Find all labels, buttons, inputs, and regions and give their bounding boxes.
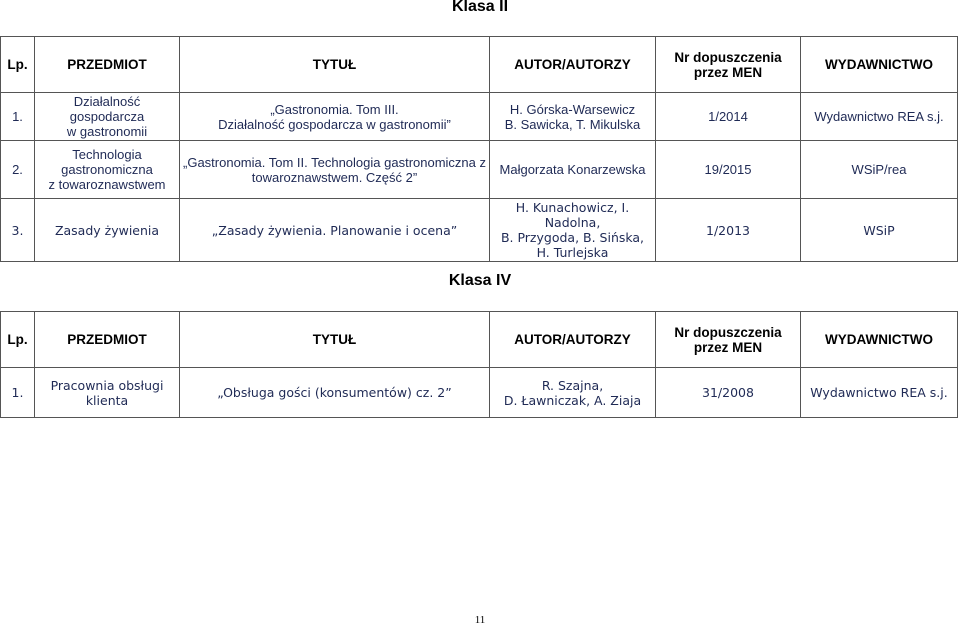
text-line: R. Szajna, bbox=[541, 377, 604, 393]
cell-autor bbox=[490, 368, 656, 418]
header-nr-line1: Nr dopuszczenia bbox=[674, 49, 782, 65]
text-line: H. Górska-Warsewicz bbox=[509, 101, 636, 117]
text-line: Działalność gospodarcza bbox=[69, 94, 145, 124]
cell-wydawnictwo: Wydawnictwo REA s.j. bbox=[801, 93, 958, 141]
cell-przedmiot bbox=[35, 141, 180, 199]
text-line: H. Kunachowicz, I. Nadolna, bbox=[515, 200, 630, 230]
header-nr-dopuszczenia bbox=[656, 312, 801, 368]
header-autor: AUTOR/AUTORZY bbox=[490, 312, 656, 368]
cell-wydawnictwo: WSiP/rea bbox=[801, 141, 958, 199]
header-lp: Lp. bbox=[1, 37, 35, 93]
table-row bbox=[1, 199, 958, 262]
table-row bbox=[1, 141, 958, 199]
header-nr-line2: przez MEN bbox=[693, 339, 763, 355]
text-line: w gastronomii bbox=[66, 124, 148, 139]
cell-lp: 1. bbox=[1, 368, 35, 418]
header-nr-line2: przez MEN bbox=[693, 64, 763, 80]
cell-tytul: „Obsługa gości (konsumentów) cz. 2” bbox=[180, 368, 490, 418]
text-line: z towaroznawstwem bbox=[48, 177, 166, 192]
text-line: D. Ławniczak, A. Ziaja bbox=[503, 392, 642, 408]
cell-autor bbox=[490, 93, 656, 141]
cell-tytul: „Zasady żywienia. Planowanie i ocena” bbox=[180, 199, 490, 262]
cell-tytul bbox=[180, 93, 490, 141]
header-nr-line1: Nr dopuszczenia bbox=[674, 324, 782, 340]
header-nr-dopuszczenia bbox=[656, 37, 801, 93]
text-line: towaroznawstwem. Część 2” bbox=[251, 169, 418, 185]
text-line: klienta bbox=[85, 392, 129, 408]
text-line: Działalność gospodarcza w gastronomii” bbox=[218, 116, 451, 132]
klasa-4-table bbox=[0, 311, 958, 418]
text-line: B. Sawicka, T. Mikulska bbox=[504, 116, 641, 132]
cell-wydawnictwo: WSiP bbox=[801, 199, 958, 262]
header-lp: Lp. bbox=[1, 312, 35, 368]
cell-autor bbox=[490, 199, 656, 262]
header-autor: AUTOR/AUTORZY bbox=[490, 37, 656, 93]
cell-przedmiot: Zasady żywienia bbox=[35, 199, 180, 262]
text-line: gastronomiczna bbox=[61, 162, 153, 177]
text-line: Pracownia obsługi bbox=[50, 377, 164, 393]
klasa-2-table bbox=[0, 36, 958, 262]
header-przedmiot: PRZEDMIOT bbox=[35, 312, 180, 368]
table-header-row bbox=[1, 312, 958, 368]
text-line: „Gastronomia. Tom III. bbox=[270, 101, 399, 117]
cell-nr: 1/2013 bbox=[656, 199, 801, 262]
header-wydawnictwo: WYDAWNICTWO bbox=[801, 37, 958, 93]
header-tytul: TYTUŁ bbox=[180, 37, 490, 93]
cell-lp: 1. bbox=[1, 93, 35, 141]
cell-lp: 2. bbox=[1, 141, 35, 199]
klasa-4-heading: Klasa IV bbox=[448, 272, 512, 289]
text-line: H. Turlejska bbox=[536, 245, 609, 260]
table-row bbox=[1, 368, 958, 418]
cell-wydawnictwo: Wydawnictwo REA s.j. bbox=[801, 368, 958, 418]
header-przedmiot: PRZEDMIOT bbox=[35, 37, 180, 93]
klasa-2-heading: Klasa II bbox=[451, 0, 509, 15]
header-tytul: TYTUŁ bbox=[180, 312, 490, 368]
text-line: „Gastronomia. Tom II. Technologia gastronomiczna z bbox=[183, 154, 486, 170]
cell-nr: 19/2015 bbox=[656, 141, 801, 199]
cell-przedmiot bbox=[35, 368, 180, 418]
text-line: Technologia bbox=[72, 147, 142, 162]
table-header-row bbox=[1, 37, 958, 93]
cell-lp: 3. bbox=[1, 199, 35, 262]
cell-nr: 1/2014 bbox=[656, 93, 801, 141]
cell-nr: 31/2008 bbox=[656, 368, 801, 418]
table-row bbox=[1, 93, 958, 141]
cell-autor: Małgorzata Konarzewska bbox=[490, 141, 656, 199]
page-number: 11 bbox=[474, 614, 486, 626]
text-line: B. Przygoda, B. Sińska, bbox=[500, 230, 645, 245]
header-wydawnictwo: WYDAWNICTWO bbox=[801, 312, 958, 368]
cell-przedmiot bbox=[35, 93, 180, 141]
cell-tytul bbox=[180, 141, 490, 199]
